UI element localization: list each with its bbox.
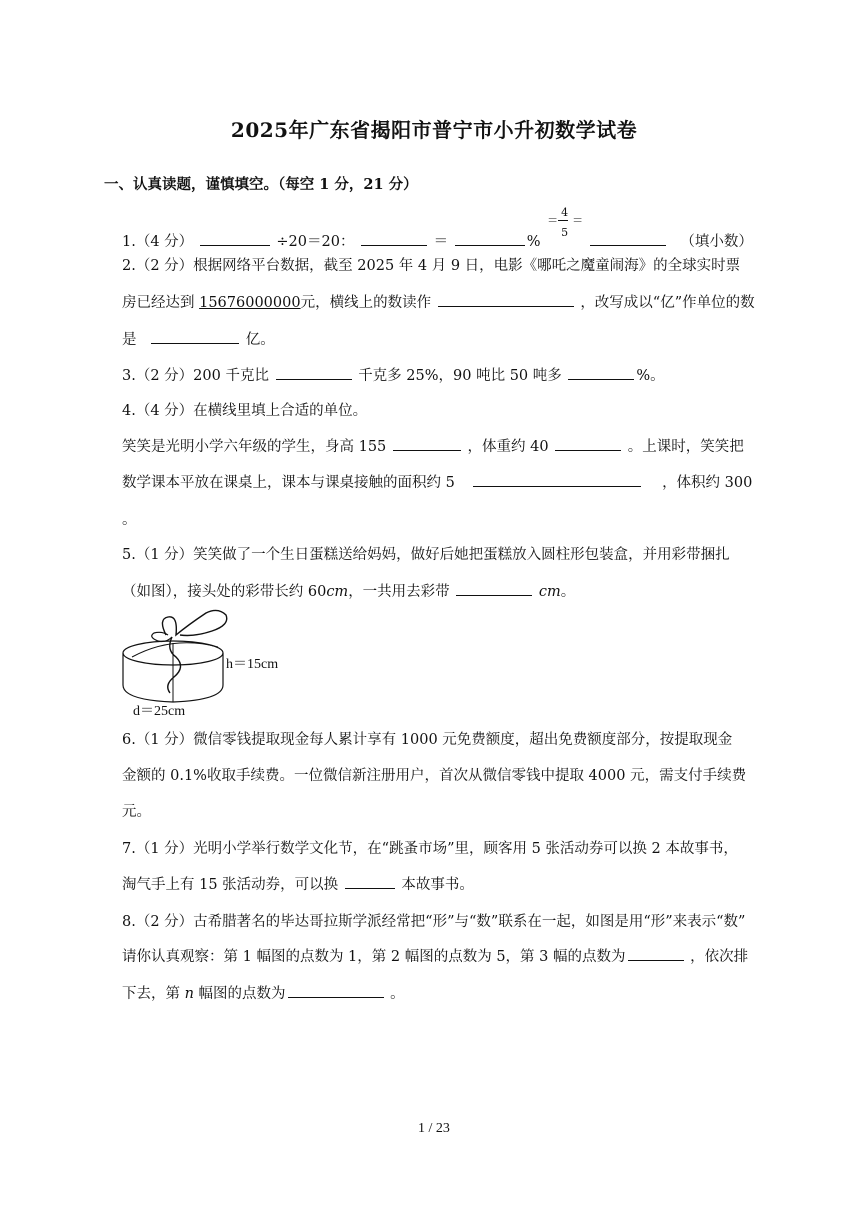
q3-text-a: 3.（2 分）200 千克比 [122, 368, 269, 384]
q7-blank-1[interactable] [345, 874, 395, 889]
figure-diameter-label: d＝25cm [133, 704, 186, 719]
q5-unit-2: cm [538, 584, 561, 600]
q2-blank-2[interactable] [151, 329, 239, 344]
q4-blank-1[interactable] [393, 436, 461, 451]
question-2-line-3 [122, 328, 275, 349]
question-5-line-1: 5.（1 分）笑笑做了一个生日蛋糕送给妈妈，做好后她把蛋糕放入圆柱形包装盒，并用彩带捆扎 [122, 547, 730, 563]
question-4-line-2 [122, 435, 744, 456]
fraction-bar [558, 220, 568, 221]
q2-text-a: 房已经达到 [122, 295, 200, 311]
section-heading-1: 一、认真读题，谨慎填空。（每空 1 分，21 分） [104, 176, 418, 193]
q1-blank-2[interactable] [361, 231, 427, 246]
question-4-line-4: 。 [122, 512, 137, 528]
q1-text-3: % [526, 234, 541, 250]
question-2-line-1: 2.（2 分）根据网络平台数据，截至 2025 年 4 月 9 日，电影《哪吒之魔童闹海》的全球实时票 [122, 258, 741, 274]
q4-text-c: 。上课时，笑笑把 [627, 439, 744, 455]
question-8-line-2 [122, 945, 748, 966]
q2-text-c: ，改写成以“亿”作单位的数 [580, 295, 755, 311]
fraction-denominator: 5 [561, 226, 569, 239]
question-8-line-1: 8.（2 分）古希腊著名的毕达哥拉斯学派经常把“形”与“数”联系在一起，如图是用“形”来表示“数” [122, 914, 746, 930]
q8-text-d: 幅图的点数为 [193, 986, 286, 1002]
q2-text-e: 亿。 [245, 332, 275, 348]
q2-text-d: 是 [122, 332, 137, 348]
q1-lead: 1.（4 分） [122, 234, 194, 250]
ribbon-band [132, 643, 218, 657]
q8-blank-1[interactable] [628, 946, 684, 961]
q3-text-b: 千克多 25%，90 吨比 50 吨多 [358, 368, 562, 384]
q1-text-2: ＝ [433, 234, 449, 250]
page-number: 1 / 23 [418, 1121, 450, 1136]
q7-text-a: 淘气手上有 15 张活动券，可以换 [122, 877, 339, 893]
q8-text-c: 下去，第 [122, 986, 185, 1002]
question-7-line-1: 7.（1 分）光明小学举行数学文化节，在“跳蚤市场”里，顾客用 5 张活动券可以换 2 本故事书， [122, 841, 738, 857]
question-2-line-2 [122, 291, 755, 312]
q5-text-c: 。 [560, 584, 576, 600]
question-1 [122, 206, 753, 251]
q8-text-a: 请你认真观察：第 1 幅图的点数为 1，第 2 幅图的点数为 5，第 3 幅的点数为 [122, 949, 626, 965]
q5-blank-1[interactable] [456, 581, 532, 596]
q2-number: 15676000000 [199, 295, 301, 311]
q7-text-b: 本故事书。 [401, 877, 474, 893]
q4-blank-3[interactable] [473, 472, 641, 487]
q8-variable-n: n [184, 986, 194, 1002]
fraction-equals-right: ＝ [572, 214, 584, 227]
q1-text-1: ÷20＝20： [276, 234, 355, 250]
q5-unit-1: cm [326, 584, 349, 600]
fraction-numerator: 4 [561, 206, 569, 219]
q3-text-c: %。 [636, 368, 665, 384]
q1-fraction [545, 206, 584, 246]
q4-text-e: ，体积约 300 [662, 475, 753, 491]
q1-blank-3[interactable] [455, 231, 525, 246]
q8-text-b: ，依次排 [690, 949, 749, 965]
q4-text-b: ，体重约 40 [467, 439, 549, 455]
q1-hint: （填小数） [680, 234, 753, 250]
q4-text-a: 笑笑是光明小学六年级的学生，身高 155 [122, 439, 387, 455]
q5-text-b: ，一共用去彩带 [348, 584, 450, 600]
question-4-line-3 [122, 471, 752, 492]
ribbon-bow [162, 610, 226, 635]
q5-text-a: （如图），接头处的彩带长约 60 [122, 584, 327, 600]
q1-blank-1[interactable] [200, 231, 270, 246]
question-3 [122, 364, 665, 385]
question-6-line-2: 金额的 0.1%收取手续费。一位微信新注册用户，首次从微信零钱中提取 4000 元，需支付手续费 [122, 768, 747, 784]
exam-title: 2025年广东省揭阳市普宁市小升初数学试卷 [230, 118, 638, 142]
q4-blank-2[interactable] [555, 436, 621, 451]
q2-text-b: 元，横线上的数读作 [300, 295, 432, 311]
question-4-line-1: 4.（4 分）在横线里填上合适的单位。 [122, 403, 368, 419]
fraction-equals-left: ＝ [547, 214, 559, 227]
q8-text-e: 。 [390, 986, 405, 1002]
ribbon-loop-small [152, 632, 172, 641]
question-6-line-3: 元。 [122, 804, 151, 820]
q2-blank-1[interactable] [438, 292, 574, 307]
question-6-line-1: 6.（1 分）微信零钱提取现金每人累计享有 1000 元免费额度，超出免费额度部分，按提取现金 [122, 732, 733, 748]
q3-blank-2[interactable] [568, 365, 634, 380]
q1-blank-4[interactable] [590, 231, 666, 246]
figure-height-label: h＝15cm [226, 657, 279, 672]
question-8-line-3 [122, 982, 405, 1003]
q4-text-d: 数学课本平放在课桌上，课本与课桌接触的面积约 5 [122, 475, 455, 491]
question-7-line-2 [122, 873, 474, 894]
q3-blank-1[interactable] [276, 365, 352, 380]
question-5-line-2 [122, 580, 575, 601]
q8-blank-2[interactable] [288, 983, 384, 998]
